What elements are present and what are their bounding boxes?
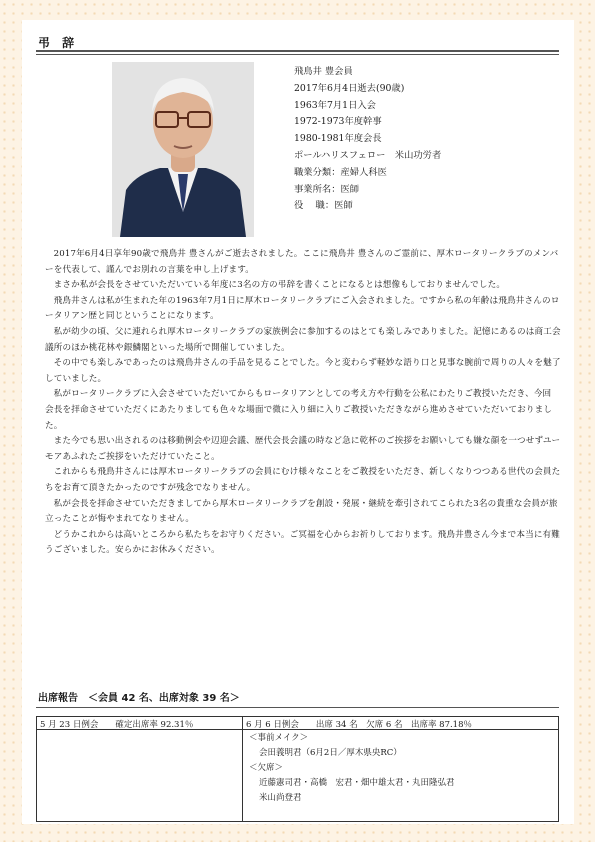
- current-meeting-stats: 6 月 6 日例会 出席 34 名 欠席 6 名 出席率 87.18％: [246, 720, 472, 730]
- previous-meeting-rate: 5 月 23 日例会 確定出席率 92.31％: [40, 720, 194, 730]
- attendance-rule: [36, 707, 559, 708]
- column-divider: [242, 717, 243, 821]
- paragraph: 飛鳥井さんは私が生まれた年の1963年7月1日に厚木ロータリークラブにご入会されました。ですから私の年齢は飛鳥井さんのロータリアン歴と同じということになります。: [45, 295, 560, 322]
- classification: 職業分類：産婦人科医: [294, 166, 387, 178]
- awards: ポールハリスフェロー 米山功労者: [294, 149, 442, 161]
- join-date: 1963年7月1日入会: [294, 99, 376, 111]
- title-rule: [36, 50, 559, 52]
- paragraph: まさか私が会長をさせていただいている年度に3名の方の弔辞を書くことになるとは想像もしておりませんでした。: [53, 280, 506, 291]
- member-portrait: [112, 62, 254, 237]
- paragraph: どうかこれからは高いところから私たちをお守りください。ご冥福を心からお祈りしております。飛鳥井豊さん今まで本当に有難うございました。安らかにお休みください。: [45, 529, 561, 556]
- title-rule-thin: [36, 54, 559, 55]
- profile-info: [294, 64, 554, 215]
- absent-names: 米山尚登君: [259, 793, 302, 803]
- attendance-table: [36, 716, 559, 822]
- paragraph: 私がロータリークラブに入会させていただいてからもロータリアンとしての考え方や行動を公私にわたりご教授いただき、今回 会長を拝命させていただくにあたりましても色々な場面で微に入り細に入りご教授いただきながら進めさせていただいておりました。: [45, 389, 553, 431]
- secretary-term: 1972-1973年度幹事: [294, 116, 382, 128]
- makeup-names: 会田義明君（6月2日／厚木県央RC）: [259, 748, 402, 758]
- death-date: 2017年6月4日逝去(90歳): [294, 82, 405, 94]
- position: 役 職：医師: [294, 200, 353, 212]
- attendance-details: [249, 731, 455, 806]
- attendance-title: 出席報告 ＜会員 42 名、出席対象 39 名＞: [38, 693, 240, 704]
- office: 事業所名：医師: [294, 183, 360, 195]
- absent-names: 近藤憲司君・高橋 宏君・畑中雄太君・丸田隆弘君: [259, 778, 455, 788]
- eulogy-text: [45, 247, 561, 559]
- member-name: 飛鳥井 豊会員: [294, 66, 353, 77]
- president-term: 1980-1981年度会長: [294, 133, 382, 145]
- paragraph: これからも飛鳥井さんには厚木ロータリークラブの会員にむけ様々なことをご教授をいただき、新しくなりつつある世代の会員たちをお育て頂きたかったのですが残念でなりません。: [45, 467, 561, 493]
- paragraph: 私が会長を拝命させていただきましてから厚木ロータリークラブを創設・発展・継続を牽引されてこられた3名の貴重な会員が旅立ったことが悔やまれてなりません。: [45, 498, 558, 525]
- paragraph: その中でも楽しみであったのは飛鳥井さんの手品を見ることでした。今と変わらず軽妙な語り口と見事な腕前で周りの人々を魅了していました。: [45, 358, 561, 384]
- paragraph: 2017年6月4日享年90歳で飛鳥井 豊さんがご逝去されました。ここに飛鳥井 豊さんのご霊前に、厚木ロータリークラブのメンバーを代表して、謹んでお別れの言葉を申し上げます。: [45, 249, 559, 275]
- section-title: 弔 辞: [38, 36, 79, 50]
- paragraph: また今でも思い出されるのは移動例会や辺迎会議、歴代会長会議の時など急に乾杯のご挨拶をお願いしても嫌な顔を一つせずユーモアあふれたご挨拶をいただけていたこと。: [45, 436, 561, 462]
- makeup-label: ＜事前メイク＞: [249, 733, 309, 743]
- absent-label: ＜欠席＞: [249, 763, 284, 773]
- paragraph: 私が幼少の頃、父に連れられ厚木ロータリークラブの家族例会に参加するのはとても楽しみでありました。記憶にあるのは商工会議所のほか桃花林や銀鱗閣といった場所で開催していました。: [45, 326, 561, 353]
